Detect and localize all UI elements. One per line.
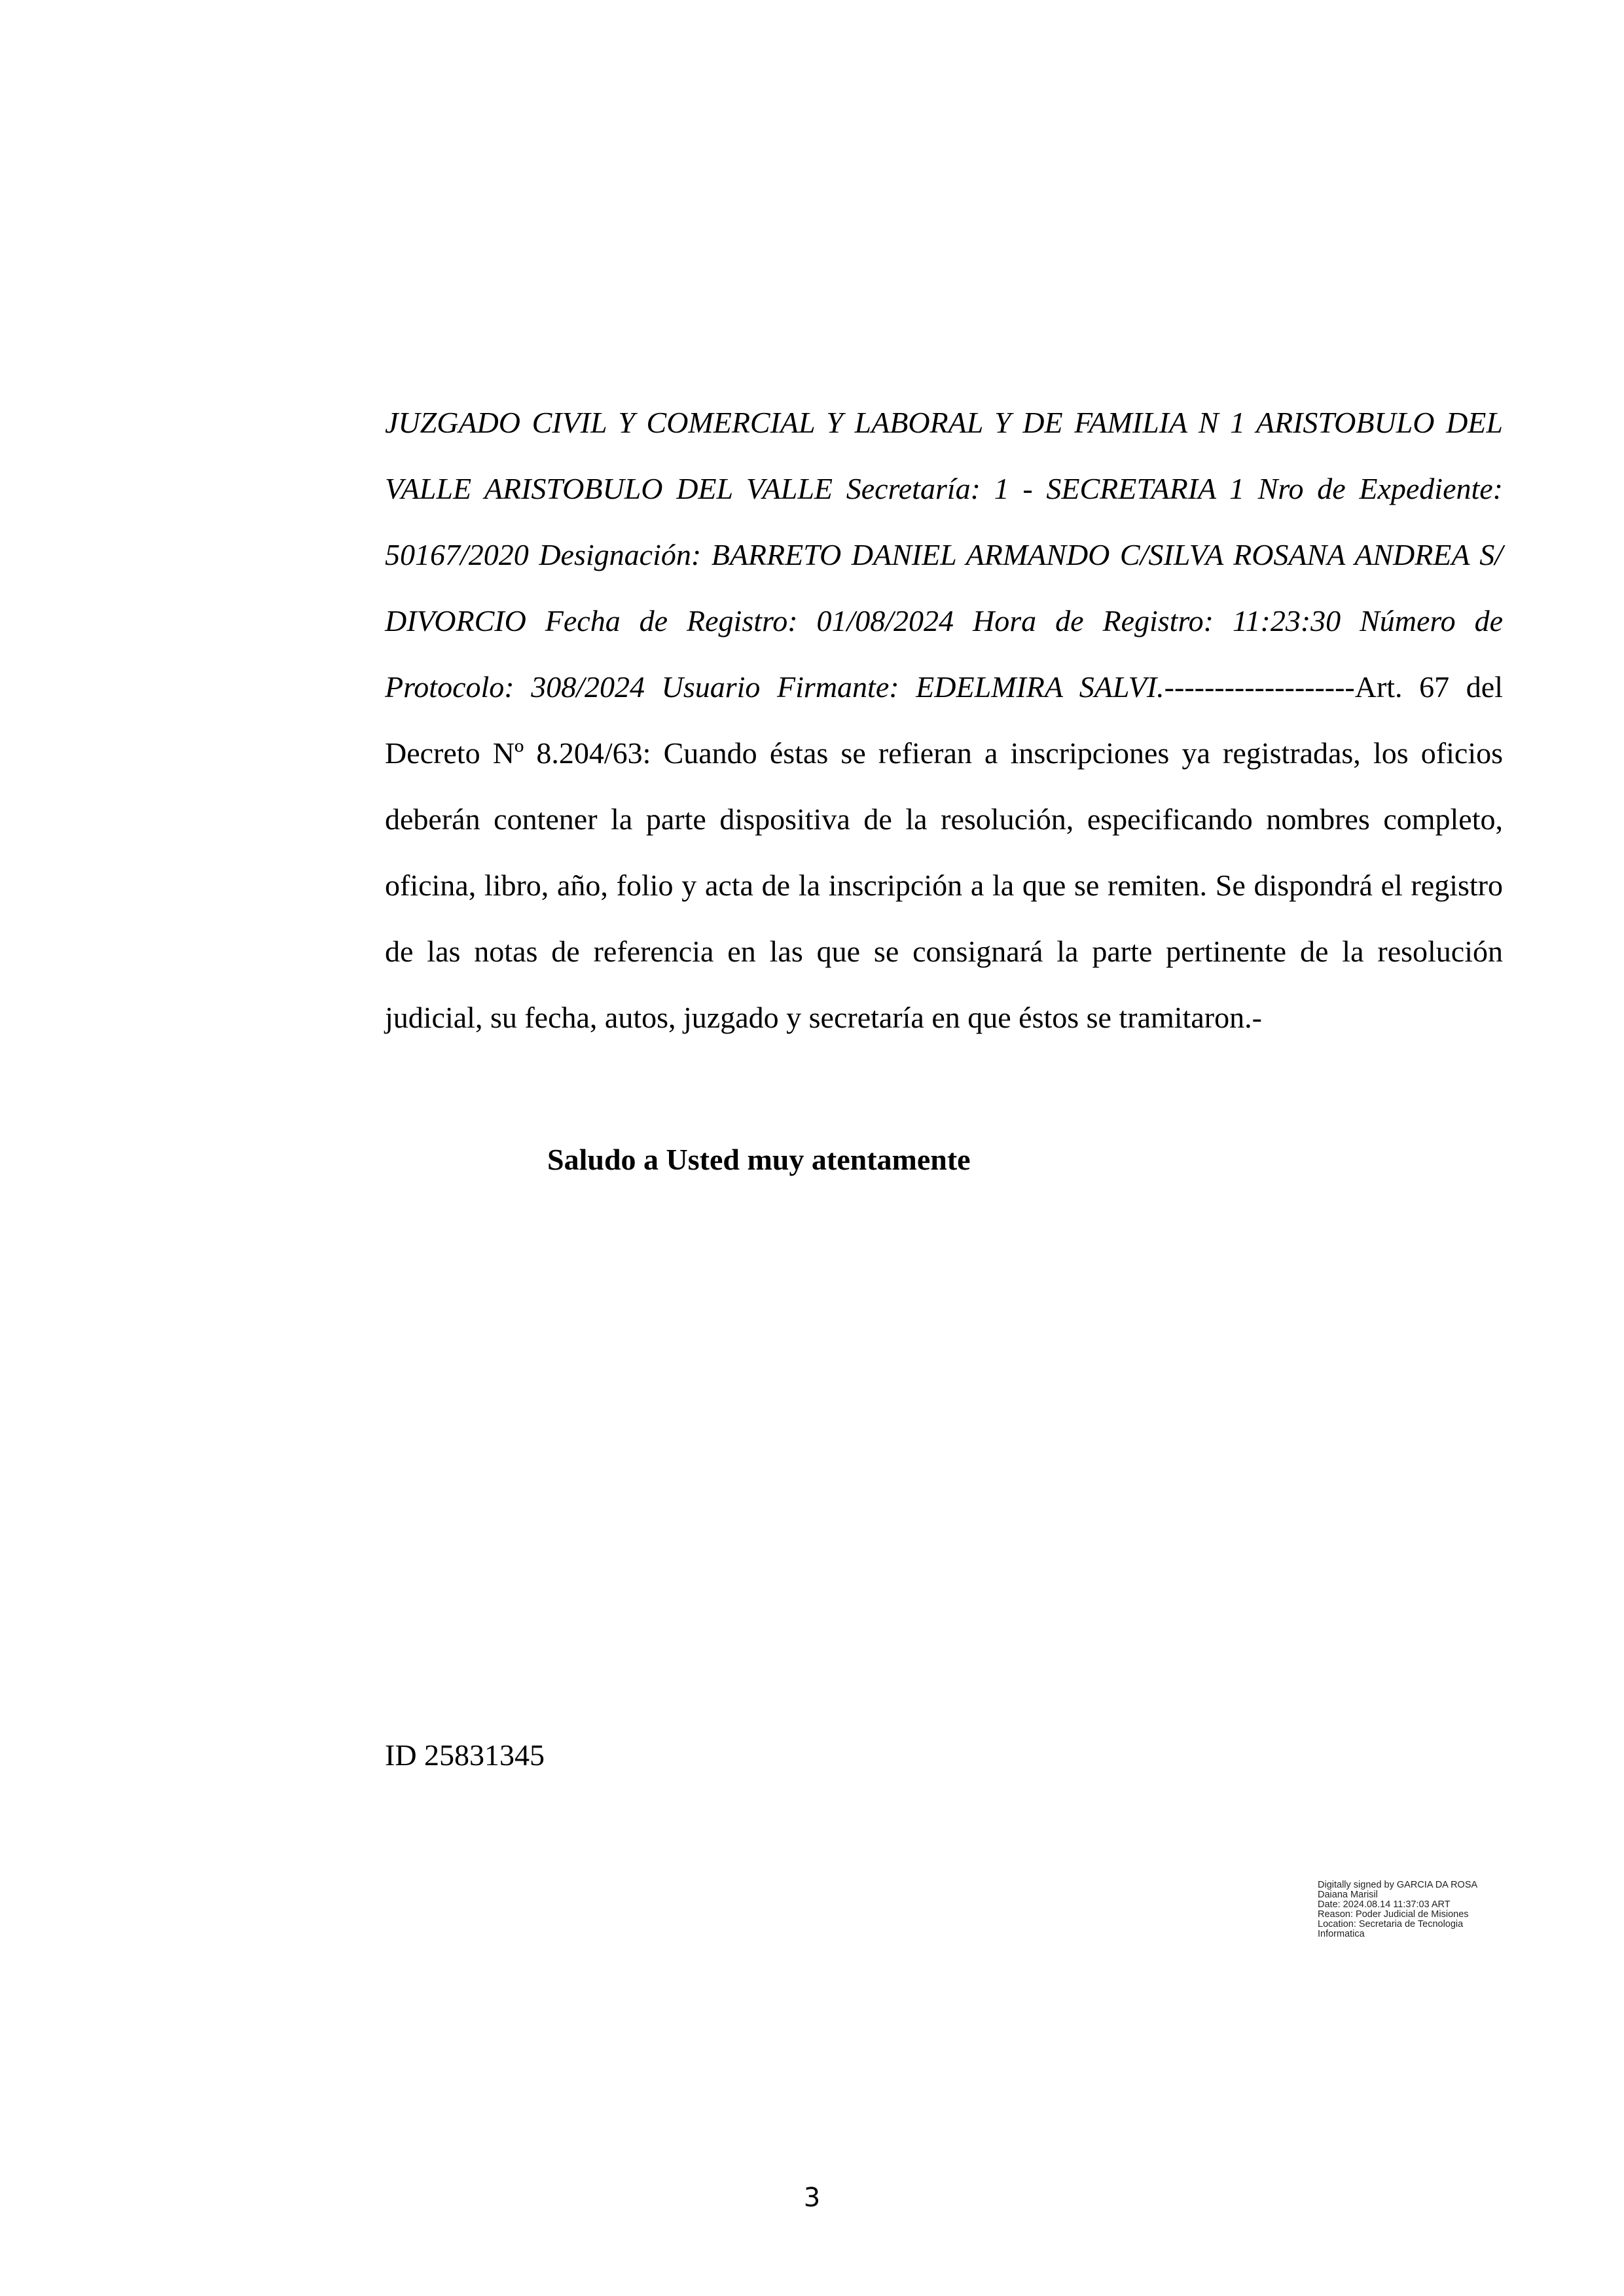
digital-signature-stamp bbox=[1318, 1880, 1507, 1939]
signature-line: Daiana Marisil bbox=[1318, 1890, 1378, 1900]
case-header: JUZGADO CIVIL Y COMERCIAL Y LABORAL Y DE FAMILIA N 1 ARISTOBULO DEL VALLE ARISTOBULO DEL VALLE Secretaría: 1 - SECRETARIA 1 Nro de Expediente: 50167/2020 Designación: BARRETO DANIEL ARMANDO C/SILVA ROSANA ANDREA S/ DIVORCIO Fecha de Registro: 01/08/2024 Hora de Registro: 11:23:30 Número de Protocolo: 308/2024 Usuario Firmante: EDELMIRA SALVI.------------------- bbox=[385, 406, 1503, 704]
signature-line: Digitally signed by GARCIA DA ROSA bbox=[1318, 1880, 1478, 1890]
signature-line: Date: 2024.08.14 11:37:03 ART bbox=[1318, 1899, 1451, 1910]
closing-greeting: Saludo a Usted muy atentamente bbox=[547, 1143, 971, 1176]
signature-line: Location: Secretaria de Tecnologia bbox=[1318, 1919, 1464, 1929]
body-paragraph bbox=[385, 389, 1503, 1050]
page-number: 3 bbox=[803, 2183, 821, 2213]
signature-line: Informatica bbox=[1318, 1929, 1365, 1939]
signature-line: Reason: Poder Judicial de Misiones bbox=[1318, 1909, 1469, 1920]
article-text: Art. 67 del Decreto Nº 8.204/63: Cuando éstas se refieran a inscripciones ya registradas, los oficios deberán contener la parte dispositiva de la resolución, especificando nombres completo, oficina, libro, año, folio y acta de la inscripción a la que se remiten. Se dispondrá el registro de las notas de referencia en las que se consignará la parte pertinente de la resolución judicial, su fecha, autos, juzgado y secretaría en que éstos se tramitaron.- bbox=[385, 670, 1503, 1034]
document-id: ID 25831345 bbox=[385, 1738, 545, 1772]
